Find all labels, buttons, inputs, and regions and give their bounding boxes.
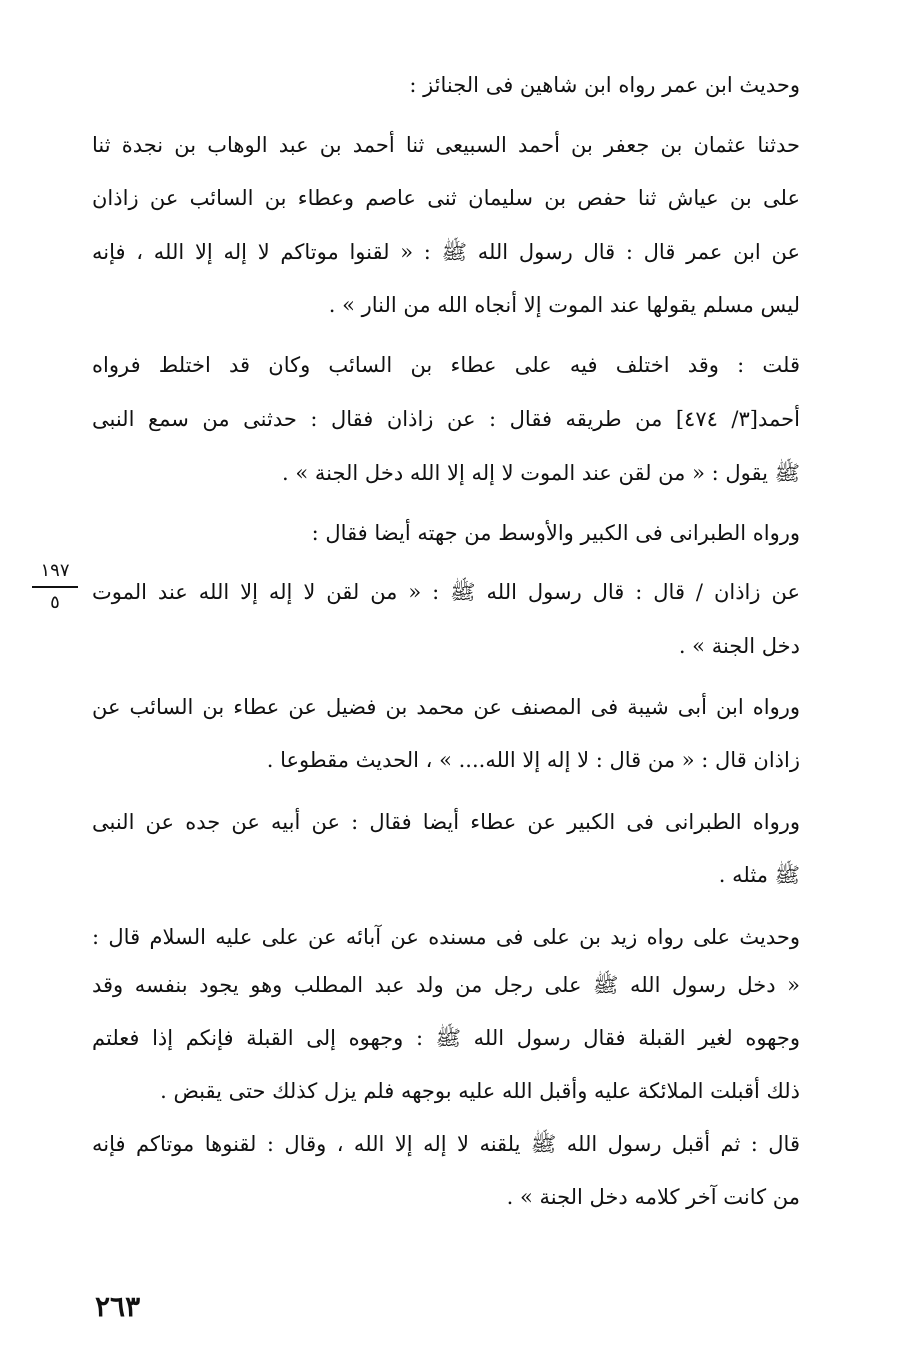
text-line: ورواه الطبرانى فى الكبير عن عطاء أيضا فقال : عن أبيه عن جده عن النبى bbox=[92, 810, 800, 834]
text-line: قال : ثم أقبل رسول الله ﷺ يلقنه لا إله إلا الله ، وقال : لقنوها موتاكم فإنه bbox=[92, 1132, 800, 1156]
text-line: ﷺ يقول : « من لقن عند الموت لا إله إلا الله دخل الجنة » . bbox=[282, 461, 800, 485]
text-line: عن ابن عمر قال : قال رسول الله ﷺ : « لقنوا موتاكم لا إله إلا الله ، فإنه bbox=[92, 240, 800, 264]
text-line: قلت : وقد اختلف فيه على عطاء بن السائب وكان قد اختلط فرواه bbox=[92, 353, 800, 377]
text-line: وجهوه لغير القبلة فقال رسول الله ﷺ : وجهوه إلى القبلة فإنكم إذا فعلتم bbox=[92, 1026, 800, 1050]
text-line: ورواه الطبرانى فى الكبير والأوسط من جهته أيضا فقال : bbox=[311, 521, 800, 545]
text-line: دخل الجنة » . bbox=[678, 634, 800, 658]
margin-reference-bottom: ٥ bbox=[50, 592, 60, 613]
text-line: أحمد[٣/ ٤٧٤] من طريقه فقال : عن زاذان فقال : حدثنى من سمع النبى bbox=[92, 407, 800, 431]
text-line: عن زاذان / قال : قال رسول الله ﷺ : « من لقن لا إله إلا الله عند الموت bbox=[92, 580, 800, 604]
text-line: وحديث ابن عمر رواه ابن شاهين فى الجنائز : bbox=[409, 73, 800, 97]
text-line: على بن عياش ثنا حفص بن سليمان ثنى عاصم وعطاء بن السائب عن زاذان bbox=[92, 186, 800, 210]
text-line: حدثنا عثمان بن جعفر بن أحمد السبيعى ثنا أحمد بن عبد الوهاب بن نجدة ثنا bbox=[92, 133, 800, 157]
page-number: ٢٦٣ bbox=[95, 1290, 141, 1323]
text-line: وحديث على رواه زيد بن على فى مسنده عن آبائه عن على عليه السلام قال : bbox=[92, 925, 800, 949]
text-line: من كانت آخر كلامه دخل الجنة » . bbox=[506, 1185, 800, 1209]
text-line: ﷺ مثله . bbox=[718, 863, 800, 887]
text-line: ليس مسلم يقولها عند الموت إلا أنجاه الله من النار » . bbox=[328, 293, 800, 317]
margin-reference-top: ١٩٧ bbox=[40, 560, 70, 581]
text-line: « دخل رسول الله ﷺ على رجل من ولد عبد المطلب وهو يجود بنفسه وقد bbox=[92, 973, 800, 997]
text-line: زاذان قال : « من قال : لا إله إلا الله.... » ، الحديث مقطوعا . bbox=[266, 748, 800, 772]
text-line: ورواه ابن أبى شيبة فى المصنف عن محمد بن فضيل عن عطاء بن السائب عن bbox=[92, 695, 800, 719]
margin-reference-divider bbox=[32, 586, 78, 588]
text-line: ذلك أقبلت الملائكة عليه وأقبل الله عليه بوجهه فلم يزل كذلك حتى يقبض . bbox=[160, 1079, 800, 1103]
margin-page-reference bbox=[30, 560, 80, 614]
